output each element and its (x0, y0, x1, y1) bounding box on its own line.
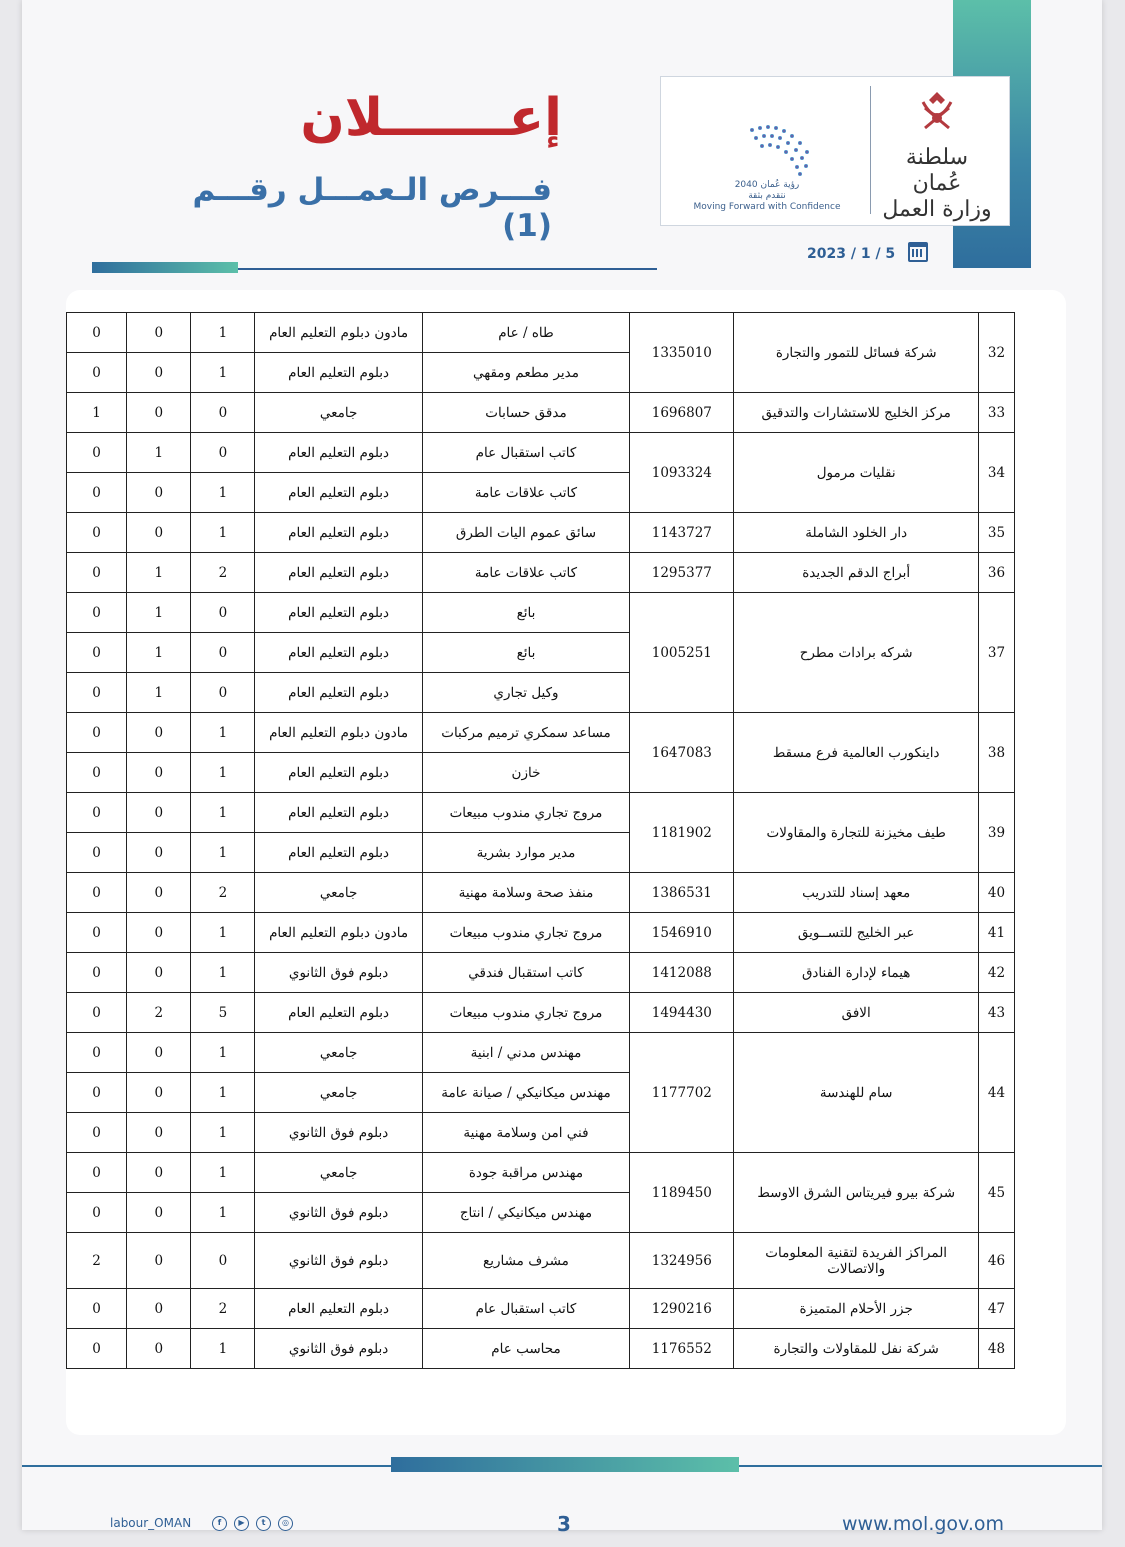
count-b: 1 (127, 673, 191, 713)
job-openings-body (67, 313, 1015, 1369)
education-level: جامعي (255, 873, 422, 913)
count-c: 0 (67, 1289, 127, 1329)
table-row (67, 713, 1015, 753)
education-level: دبلوم التعليم العام (255, 673, 422, 713)
count-a: 0 (191, 433, 255, 473)
count-b: 1 (127, 433, 191, 473)
job-title: خازن (422, 753, 629, 793)
count-c: 0 (67, 1193, 127, 1233)
education-level: مادون دبلوم التعليم العام (255, 313, 422, 353)
registration-number: 1176552 (630, 1329, 734, 1369)
row-number: 41 (978, 913, 1014, 953)
row-number: 47 (978, 1289, 1014, 1329)
table-row (67, 1289, 1015, 1329)
registration-number: 1546910 (630, 913, 734, 953)
count-c: 0 (67, 313, 127, 353)
count-b: 0 (127, 393, 191, 433)
count-a: 0 (191, 593, 255, 633)
count-a: 1 (191, 1153, 255, 1193)
count-b: 1 (127, 553, 191, 593)
vision-slogan-en: Moving Forward with Confidence (693, 202, 841, 212)
education-level: جامعي (255, 1153, 422, 1193)
registration-number: 1181902 (630, 793, 734, 873)
instagram-icon[interactable]: ◎ (278, 1516, 293, 1531)
count-c: 0 (67, 593, 127, 633)
calendar-icon (908, 242, 928, 262)
education-level: دبلوم التعليم العام (255, 1289, 422, 1329)
table-row (67, 1329, 1015, 1369)
company-name: طيف مخيزنة للتجارة والمقاولات (734, 793, 979, 873)
job-title: مهندس ميكانيكي / انتاج (422, 1193, 629, 1233)
job-title: مروج تجاري مندوب مبيعات (422, 793, 629, 833)
job-title: وكيل تجاري (422, 673, 629, 713)
count-c: 0 (67, 1113, 127, 1153)
count-b: 0 (127, 1193, 191, 1233)
count-c: 0 (67, 1073, 127, 1113)
company-name: الافق (734, 993, 979, 1033)
count-a: 0 (191, 1233, 255, 1289)
table-row (67, 593, 1015, 633)
page-number: 3 (557, 1512, 571, 1536)
count-c: 0 (67, 833, 127, 873)
job-title: بائع (422, 633, 629, 673)
education-level: دبلوم التعليم العام (255, 793, 422, 833)
count-a: 5 (191, 993, 255, 1033)
company-name: داينكورب العالمية فرع مسقط (734, 713, 979, 793)
job-title: محاسب عام (422, 1329, 629, 1369)
job-title: مهندس مراقبة جودة (422, 1153, 629, 1193)
job-title: منفذ صحة وسلامة مهنية (422, 873, 629, 913)
company-name: شركة نفل للمقاولات والتجارة (734, 1329, 979, 1369)
job-title: مدير مطعم ومقهي (422, 353, 629, 393)
education-level: دبلوم التعليم العام (255, 993, 422, 1033)
count-b: 1 (127, 593, 191, 633)
registration-number: 1177702 (630, 1033, 734, 1153)
count-a: 1 (191, 713, 255, 753)
youtube-icon[interactable]: ▶ (234, 1516, 249, 1531)
job-title: بائع (422, 593, 629, 633)
job-title: مدقق حسابات (422, 393, 629, 433)
table-row (67, 993, 1015, 1033)
education-level: دبلوم التعليم العام (255, 593, 422, 633)
table-row (67, 553, 1015, 593)
registration-number: 1386531 (630, 873, 734, 913)
count-c: 0 (67, 1033, 127, 1073)
announcement-date: 2023 / 1 / 5 (807, 246, 896, 262)
count-a: 2 (191, 553, 255, 593)
count-b: 0 (127, 873, 191, 913)
row-number: 39 (978, 793, 1014, 873)
row-number: 44 (978, 1033, 1014, 1153)
company-name: عبر الخليج للتســويق (734, 913, 979, 953)
count-b: 0 (127, 313, 191, 353)
registration-number: 1335010 (630, 313, 734, 393)
company-name: شركة فسائل للتمور والتجارة (734, 313, 979, 393)
row-number: 43 (978, 993, 1014, 1033)
count-a: 1 (191, 1033, 255, 1073)
company-name: شركه برادات مطرح (734, 593, 979, 713)
twitter-icon[interactable]: t (256, 1516, 271, 1531)
registration-number: 1324956 (630, 1233, 734, 1289)
education-level: جامعي (255, 1033, 422, 1073)
count-a: 1 (191, 1193, 255, 1233)
count-c: 0 (67, 513, 127, 553)
count-c: 0 (67, 753, 127, 793)
job-title: طاه / عام (422, 313, 629, 353)
count-a: 1 (191, 833, 255, 873)
count-b: 0 (127, 1289, 191, 1329)
table-row (67, 1033, 1015, 1073)
footer-accent (391, 1457, 739, 1472)
education-level: دبلوم فوق الثانوي (255, 953, 422, 993)
registration-number: 1093324 (630, 433, 734, 513)
registration-number: 1412088 (630, 953, 734, 993)
page-subtitle: فـــرص الـعمـــل رقـــم (1) (192, 172, 552, 244)
education-level: دبلوم فوق الثانوي (255, 1233, 422, 1289)
count-a: 0 (191, 633, 255, 673)
count-a: 2 (191, 873, 255, 913)
job-title: سائق عموم اليات الطرق (422, 513, 629, 553)
table-row (67, 873, 1015, 913)
count-c: 2 (67, 1233, 127, 1289)
count-b: 2 (127, 993, 191, 1033)
job-title: مروج تجاري مندوب مبيعات (422, 993, 629, 1033)
row-number: 32 (978, 313, 1014, 393)
table-row (67, 913, 1015, 953)
ministry-name (882, 145, 992, 223)
social-icons (212, 1516, 293, 1531)
count-c: 0 (67, 633, 127, 673)
registration-number: 1290216 (630, 1289, 734, 1329)
count-a: 1 (191, 473, 255, 513)
count-c: 0 (67, 433, 127, 473)
social-handle[interactable]: labour_OMAN (110, 1516, 192, 1530)
job-openings-table (66, 312, 1015, 1369)
registration-number: 1143727 (630, 513, 734, 553)
count-c: 0 (67, 913, 127, 953)
company-name: دار الخلود الشاملة (734, 513, 979, 553)
education-level: دبلوم التعليم العام (255, 513, 422, 553)
education-level: جامعي (255, 1073, 422, 1113)
count-a: 0 (191, 673, 255, 713)
education-level: دبلوم التعليم العام (255, 633, 422, 673)
job-title: كاتب استقبال عام (422, 1289, 629, 1329)
education-level: جامعي (255, 393, 422, 433)
registration-number: 1189450 (630, 1153, 734, 1233)
job-title: مساعد سمكري ترميم مركبات (422, 713, 629, 753)
count-a: 1 (191, 793, 255, 833)
education-level: دبلوم التعليم العام (255, 433, 422, 473)
count-b: 0 (127, 1073, 191, 1113)
education-level: مادون دبلوم التعليم العام (255, 913, 422, 953)
job-title: مروج تجاري مندوب مبيعات (422, 913, 629, 953)
vision-text (682, 180, 852, 213)
row-number: 48 (978, 1329, 1014, 1369)
count-a: 1 (191, 513, 255, 553)
education-level: دبلوم التعليم العام (255, 553, 422, 593)
count-b: 0 (127, 953, 191, 993)
registration-number: 1005251 (630, 593, 734, 713)
company-name: شركة بيرو فيريتاس الشرق الاوسط (734, 1153, 979, 1233)
count-c: 1 (67, 393, 127, 433)
count-c: 0 (67, 673, 127, 713)
education-level: دبلوم التعليم العام (255, 473, 422, 513)
count-a: 1 (191, 1113, 255, 1153)
company-name: نقليات مرمول (734, 433, 979, 513)
job-title: مشرف مشاريع (422, 1233, 629, 1289)
job-title: كاتب علاقات عامة (422, 553, 629, 593)
education-level: دبلوم فوق الثانوي (255, 1193, 422, 1233)
row-number: 35 (978, 513, 1014, 553)
table-row (67, 313, 1015, 353)
count-a: 1 (191, 953, 255, 993)
count-c: 0 (67, 1153, 127, 1193)
row-number: 34 (978, 433, 1014, 513)
table-row (67, 513, 1015, 553)
education-level: دبلوم فوق الثانوي (255, 1113, 422, 1153)
row-number: 33 (978, 393, 1014, 433)
count-b: 0 (127, 793, 191, 833)
count-b: 0 (127, 1233, 191, 1289)
ministry-name-line1: سلطنة عُمان (905, 145, 969, 196)
education-level: دبلوم التعليم العام (255, 833, 422, 873)
company-name: أبراج الدقم الجديدة (734, 553, 979, 593)
count-c: 0 (67, 873, 127, 913)
company-name: مركز الخليج للاستشارات والتدقيق (734, 393, 979, 433)
company-name: هيماء لإدارة الفنادق (734, 953, 979, 993)
row-number: 45 (978, 1153, 1014, 1233)
count-c: 0 (67, 473, 127, 513)
vision-slogan-ar: نتقدم بثقة (748, 191, 786, 201)
oman-emblem-icon (915, 88, 959, 138)
facebook-icon[interactable]: f (212, 1516, 227, 1531)
title-underline-accent (92, 262, 238, 273)
count-a: 2 (191, 1289, 255, 1329)
count-c: 0 (67, 953, 127, 993)
count-b: 1 (127, 633, 191, 673)
row-number: 46 (978, 1233, 1014, 1289)
count-a: 1 (191, 913, 255, 953)
job-title: مهندس ميكانيكي / صيانة عامة (422, 1073, 629, 1113)
company-name: معهد إسناد للتدريب (734, 873, 979, 913)
count-b: 0 (127, 713, 191, 753)
company-name: سام للهندسة (734, 1033, 979, 1153)
row-number: 40 (978, 873, 1014, 913)
count-a: 1 (191, 1073, 255, 1113)
count-b: 0 (127, 913, 191, 953)
count-a: 1 (191, 753, 255, 793)
count-c: 0 (67, 993, 127, 1033)
website-link[interactable]: www.mol.gov.om (842, 1513, 1004, 1535)
count-a: 0 (191, 393, 255, 433)
page-title: إعـــــــلان (300, 88, 562, 148)
count-b: 0 (127, 353, 191, 393)
count-c: 0 (67, 793, 127, 833)
table-row (67, 1233, 1015, 1289)
registration-number: 1647083 (630, 713, 734, 793)
ministry-name-line2: وزارة العمل (882, 197, 992, 222)
job-title: مهندس مدني / ابنية (422, 1033, 629, 1073)
count-b: 0 (127, 753, 191, 793)
row-number: 37 (978, 593, 1014, 713)
count-a: 1 (191, 313, 255, 353)
count-c: 0 (67, 353, 127, 393)
count-c: 0 (67, 553, 127, 593)
count-b: 0 (127, 1153, 191, 1193)
job-title: كاتب استقبال عام (422, 433, 629, 473)
count-c: 0 (67, 713, 127, 753)
table-row (67, 953, 1015, 993)
education-level: مادون دبلوم التعليم العام (255, 713, 422, 753)
job-title: مدير موارد بشرية (422, 833, 629, 873)
registration-number: 1295377 (630, 553, 734, 593)
company-name: المراكز الفريدة لتقنية المعلومات والاتصالات (734, 1233, 979, 1289)
row-number: 42 (978, 953, 1014, 993)
count-a: 1 (191, 1329, 255, 1369)
education-level: دبلوم التعليم العام (255, 353, 422, 393)
company-name: جزر الأحلام المتميزة (734, 1289, 979, 1329)
registration-number: 1696807 (630, 393, 734, 433)
count-b: 0 (127, 1033, 191, 1073)
education-level: دبلوم التعليم العام (255, 753, 422, 793)
registration-number: 1494430 (630, 993, 734, 1033)
table-row (67, 433, 1015, 473)
row-number: 38 (978, 713, 1014, 793)
count-c: 0 (67, 1329, 127, 1369)
count-b: 0 (127, 513, 191, 553)
logo-separator (870, 86, 871, 214)
count-b: 0 (127, 833, 191, 873)
job-title: كاتب علاقات عامة (422, 473, 629, 513)
job-title: كاتب استقبال فندقي (422, 953, 629, 993)
count-b: 0 (127, 473, 191, 513)
row-number: 36 (978, 553, 1014, 593)
vision-title: رؤية عُمان 2040 (734, 180, 800, 190)
count-b: 0 (127, 1113, 191, 1153)
table-row (67, 793, 1015, 833)
table-row (67, 1153, 1015, 1193)
table-row (67, 393, 1015, 433)
job-title: فني امن وسلامة مهنية (422, 1113, 629, 1153)
education-level: دبلوم فوق الثانوي (255, 1329, 422, 1369)
count-a: 1 (191, 353, 255, 393)
count-b: 0 (127, 1329, 191, 1369)
